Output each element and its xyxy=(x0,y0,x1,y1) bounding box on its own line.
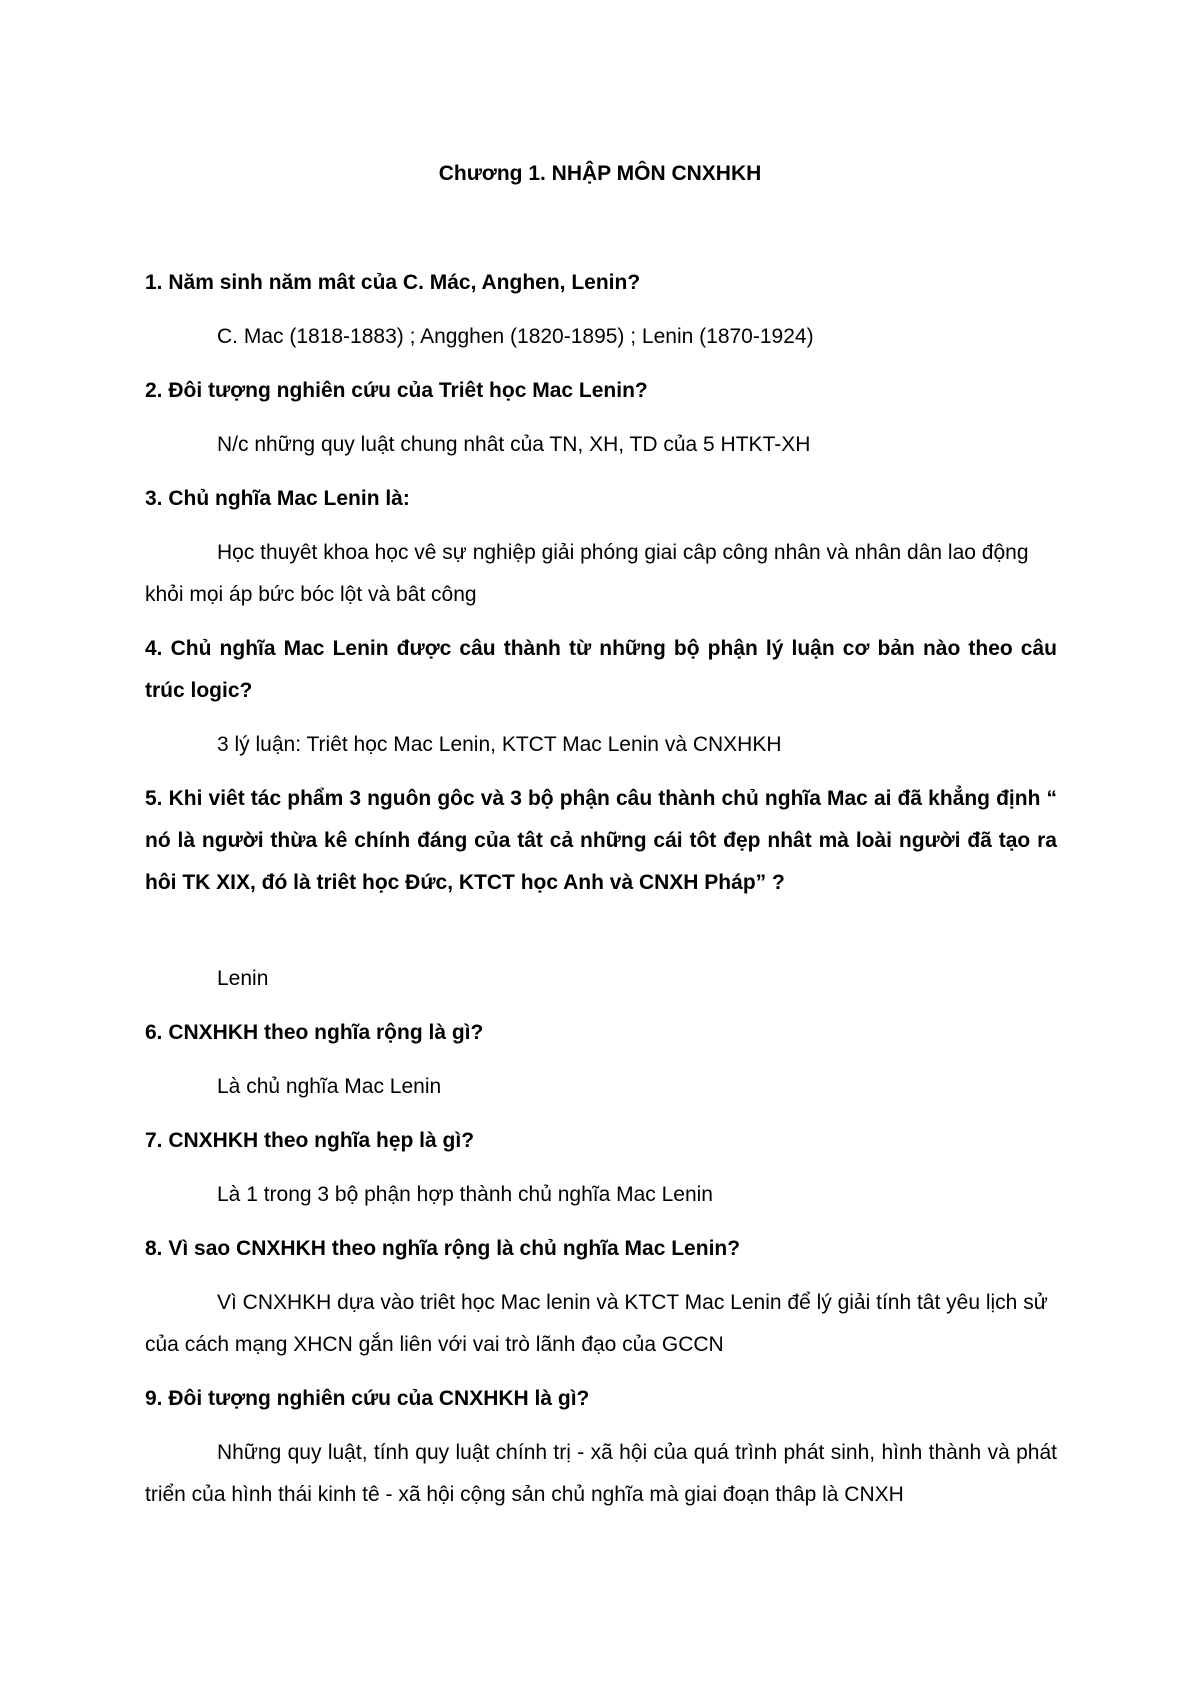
answer-6: Là chủ nghĩa Mac Lenin xyxy=(217,1075,442,1098)
answer-8: Vì CNXHKH dựa vào triêt học Mac lenin và KTCT Mac Lenin để lý giải tính tât yêu lịch sử của cách mạng XHCN gắn liên với vai trò lãnh đạo của GCCN xyxy=(145,1291,1048,1356)
answer-3: Học thuyêt khoa học vê sự nghiệp giải phóng giai câp công nhân và nhân dân lao động khỏi mọi áp bức bóc lột và bât công xyxy=(145,541,1029,606)
question-2: 2. Đôi tượng nghiên cứu của Triêt học Mac Lenin? xyxy=(145,379,648,402)
answer-5: Lenin xyxy=(217,967,269,990)
answer-4: 3 lý luận: Triêt học Mac Lenin, KTCT Mac Lenin và CNXHKH xyxy=(217,733,782,756)
answer-7: Là 1 trong 3 bộ phận hợp thành chủ nghĩa Mac Lenin xyxy=(217,1183,713,1206)
question-5: 5. Khi viêt tác phẩm 3 nguôn gôc và 3 bộ phận câu thành chủ nghĩa Mac ai đã khẳng định “ nó là người thừa kê chính đáng của tât cả những cái tôt đẹp nhât mà loài người đã tạo ra hôi TK XIX, đó là triêt học Đức, KTCT học Anh và CNXH Pháp” ? xyxy=(145,787,1057,894)
answer-1: C. Mac (1818-1883) ; Angghen (1820-1895) ; Lenin (1870-1924) xyxy=(217,325,814,348)
question-9: 9. Đôi tượng nghiên cứu của CNXHKH là gì? xyxy=(145,1387,590,1410)
question-3: 3. Chủ nghĩa Mac Lenin là: xyxy=(145,487,410,510)
question-6: 6. CNXHKH theo nghĩa rộng là gì? xyxy=(145,1021,484,1044)
answer-9: Những quy luật, tính quy luật chính trị - xã hội của quá trình phát sinh, hình thành và phát triển của hình thái kinh tê - xã hội cộng sản chủ nghĩa mà giai đoạn thâp là CNXH xyxy=(145,1441,1057,1506)
question-8: 8. Vì sao CNXHKH theo nghĩa rộng là chủ nghĩa Mac Lenin? xyxy=(145,1237,741,1260)
page-title: Chương 1. NHẬP MÔN CNXHKH xyxy=(438,162,762,185)
answer-2: N/c những quy luật chung nhât của TN, XH, TD của 5 HTKT-XH xyxy=(217,433,811,456)
question-4: 4. Chủ nghĩa Mac Lenin được câu thành từ những bộ phận lý luận cơ bản nào theo câu trúc logic? xyxy=(145,637,1057,702)
question-7: 7. CNXHKH theo nghĩa hẹp là gì? xyxy=(145,1129,475,1152)
question-1: 1. Năm sinh năm mât của C. Mác, Anghen, Lenin? xyxy=(145,271,641,294)
